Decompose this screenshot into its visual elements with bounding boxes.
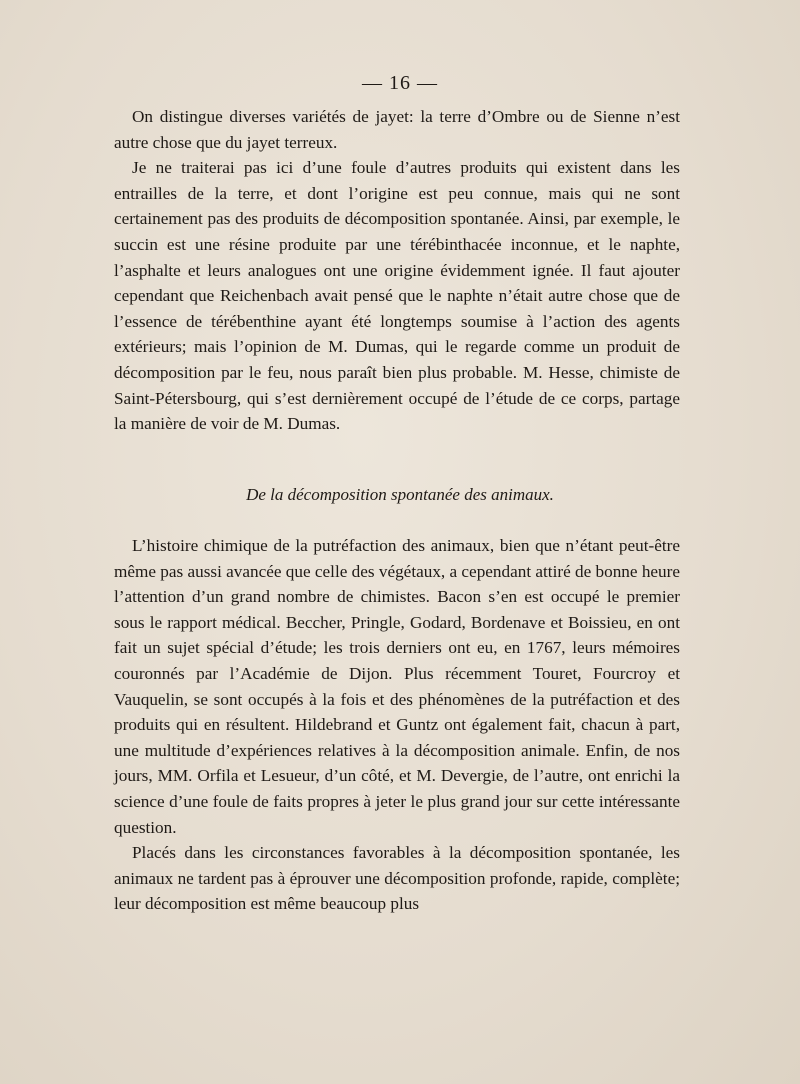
section-heading: De la décomposition spontanée des animaux. [246,485,554,504]
paragraph-autres-produits: Je ne traiterai pas ici d’une foule d’autres produits qui existent dans les entrailles de la terre, et dont l’origine est peu connue, mais qui ne sont certainement pas des produits de décomposition spontanée. Ainsi, par exemple, le succin est une résine produite par une térébinthacée inconnue, et le naphte, l’asphalte et leurs analogues ont une origine évidemment ignée. Il faut ajouter cependant que Reichenbach avait pensé que le naphte n’était autre chose que de l’essence de térébenthine ayant été longtemps soumise à l’action des agents extérieurs; mais l’opinion de M. Dumas, qui le regarde comme un produit de décomposition par le feu, nous paraît bien plus probable. M. Hesse, chimiste de Saint-Pétersbourg, qui s’est dernièrement occupé de l’étude de ce corps, partage la manière de voir de M. Dumas. [114,158,680,434]
text-block-lower [114,533,680,917]
page-number: — 16 — [362,72,438,94]
paragraph-jayet: On distingue diverses variétés de jayet: la terre d’Ombre ou de Sienne n’est autre chose que du jayet terreux. [114,107,680,152]
paragraph-histoire-chimique: L’histoire chimique de la putréfaction des animaux, bien que n’étant peut-être même pas aussi avancée que celle des végétaux, a cependant attiré de bonne heure l’attention d’un grand nombre de chimistes. Bacon s’en est occupé le premier sous le rapport médical. Beccher, Pringle, Godard, Bordenave et Boissieu, en ont fait un sujet spécial d’étude; les trois derniers ont eu, en 1767, leurs mémoires couronnés par l’Académie de Dijon. Plus récemment Touret, Fourcroy et Vauquelin, se sont occupés à la fois et des phénomènes de la putréfaction et des produits qui en résultent. Hildebrand et Guntz ont également fait, chacun à part, une multitude d’expériences relatives à la décomposition animale. Enfin, de nos jours, MM. Orfila et Lesueur, d’un côté, et M. Devergie, de l’autre, ont enrichi la science d’une foule de faits propres à jeter le plus grand jour sur cette intéressante question. [114,536,680,837]
paragraph-places: Placés dans les circonstances favorables à la décomposition spontanée, les animaux ne tardent pas à éprouver une décomposition profonde, rapide, complète; leur décomposition est même beaucoup plus [114,843,680,914]
text-block-upper [114,104,680,437]
